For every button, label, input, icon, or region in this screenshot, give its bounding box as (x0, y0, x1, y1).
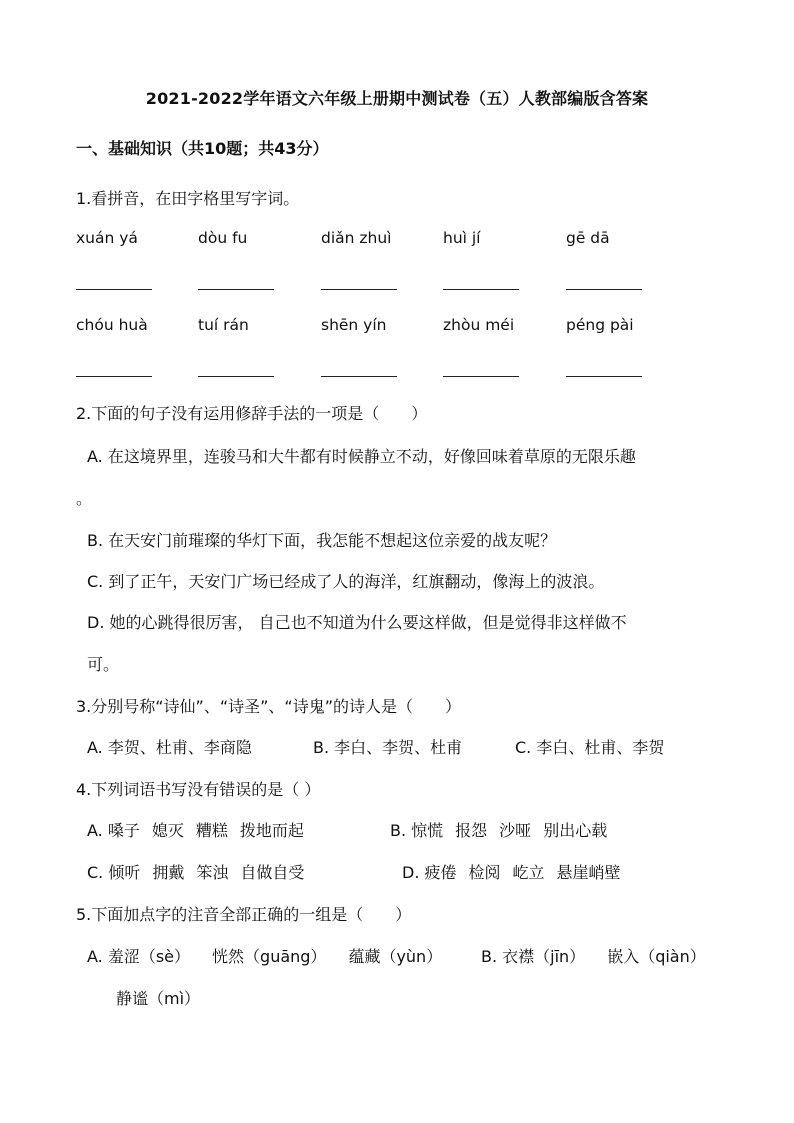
section-heading: 一、基础知识（共10题；共43分） (76, 139, 329, 158)
q4-option-b[interactable] (390, 818, 619, 841)
q2-option-b[interactable]: B. 在天安门前璀璨的华灯下面，我怎能不想起这位亲爱的战友呢？ (87, 531, 557, 550)
page-title: 2021-2022学年语文六年级上册期中测试卷（五）人教部编版含答案 (145, 89, 649, 108)
q3-option-c[interactable]: C. 李白、杜甫、李贺 (515, 738, 665, 757)
word: 检阅 (468, 863, 501, 882)
q5-option-b[interactable] (481, 944, 718, 967)
pinyin-item: diǎn zhuì (321, 229, 392, 247)
pinyin-item: shēn yín (321, 316, 387, 334)
answer-blank[interactable] (198, 376, 274, 377)
answer-blank[interactable] (321, 289, 397, 290)
q2-stem: 2.下面的句子没有运用修辞手法的一项是（ ） (76, 404, 428, 423)
q3-option-b[interactable]: B. 李白、李贺、杜甫 (313, 738, 463, 757)
word: D. 疲倦 (402, 863, 457, 882)
word: B. 衣襟（jīn） (481, 947, 586, 966)
answer-blank[interactable] (566, 289, 642, 290)
word: 糟糕 (195, 821, 228, 840)
q2-option-d-cont: 可。 (87, 655, 120, 674)
q5-option-a[interactable] (87, 944, 454, 967)
answer-blank[interactable] (198, 289, 274, 290)
answer-blanks-row-2 (76, 376, 736, 380)
pinyin-row-2 (76, 316, 736, 338)
word: 拨地而起 (239, 821, 304, 840)
word: B. 惊慌 (390, 821, 444, 840)
word: 蕴藏（yùn） (348, 947, 443, 966)
pinyin-item: huì jí (443, 229, 481, 247)
q5-option-b-cont: 静谧（mì） (116, 989, 201, 1008)
q2-option-c[interactable]: C. 到了正午，天安门广场已经成了人的海洋，红旗翻动，像海上的波浪。 (87, 572, 605, 591)
q2-option-a-cont: 。 (76, 489, 93, 508)
q4-option-a[interactable] (87, 818, 316, 841)
answer-blank[interactable] (76, 289, 152, 290)
pinyin-item: dòu fu (198, 229, 248, 247)
pinyin-item: chóu huà (76, 316, 148, 334)
pinyin-item: xuán yá (76, 229, 138, 247)
word: 拥戴 (152, 863, 185, 882)
word: 嵌入（qiàn） (607, 947, 706, 966)
answer-blank[interactable] (76, 376, 152, 377)
word: A. 羞涩（sè） (87, 947, 191, 966)
answer-blank[interactable] (321, 376, 397, 377)
word: 报怨 (455, 821, 488, 840)
answer-blanks-row-1 (76, 289, 736, 293)
q3-option-a[interactable]: A. 李贺、杜甫、李商隐 (87, 738, 252, 757)
pinyin-item: zhòu méi (443, 316, 515, 334)
word: 恍然（guāng） (212, 947, 327, 966)
pinyin-item: gē dā (566, 229, 610, 247)
q2-option-d[interactable]: D. 她的心跳得很厉害， 自己也不知道为什么要这样做，但是觉得非这样做不 (87, 613, 627, 632)
q4-option-d[interactable] (402, 860, 633, 883)
q5-stem: 5.下面加点字的注音全部正确的一组是（ ） (76, 905, 412, 924)
answer-blank[interactable] (566, 376, 642, 377)
pinyin-item: péng pài (566, 316, 634, 334)
word: A. 嗓子 (87, 821, 140, 840)
answer-blank[interactable] (443, 289, 519, 290)
q4-option-c[interactable] (87, 860, 316, 883)
q2-option-a[interactable]: A. 在这境界里，连骏马和大牛都有时候静立不动，好像回味着草原的无限乐趣 (87, 447, 636, 466)
q4-stem: 4.下列词语书写没有错误的是（ ） (76, 780, 321, 799)
answer-blank[interactable] (443, 376, 519, 377)
q3-stem: 3.分别号称“诗仙”、“诗圣”、“诗鬼”的诗人是（ ） (76, 697, 462, 716)
word: 屹立 (512, 863, 545, 882)
word: C. 倾听 (87, 863, 141, 882)
word: 沙哑 (499, 821, 532, 840)
pinyin-row-1 (76, 229, 736, 251)
word: 别出心载 (543, 821, 608, 840)
q1-stem: 1.看拼音，在田字格里写字词。 (76, 189, 300, 208)
word: 笨浊 (196, 863, 229, 882)
word: 自做自受 (240, 863, 305, 882)
pinyin-item: tuí rán (198, 316, 249, 334)
word: 媳灭 (151, 821, 184, 840)
word: 悬崖峭壁 (556, 863, 621, 882)
